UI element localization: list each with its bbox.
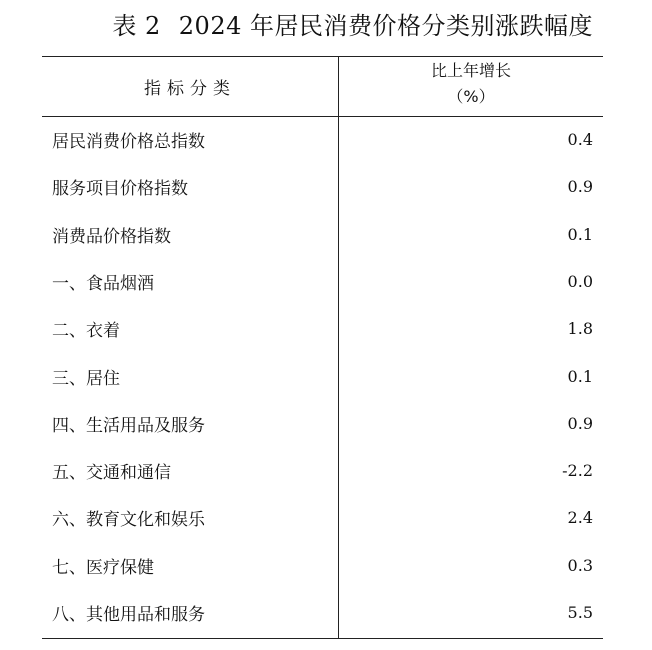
- row-value: 0.9: [567, 413, 593, 433]
- row-label: 消费品价格指数: [52, 226, 171, 247]
- row-label: 居民消费价格总指数: [52, 132, 205, 152]
- row-label: 服务项目价格指数: [52, 179, 188, 200]
- table-title-text: 2024 年居民消费价格分类别涨跌幅度: [178, 12, 593, 40]
- row-label: 三、居住: [52, 368, 120, 389]
- row-value: 0.1: [567, 224, 593, 244]
- row-label: 五、交通和通信: [52, 463, 171, 484]
- header-change-label: 比上年增长: [430, 61, 511, 80]
- row-label: 八、其他用品和服务: [52, 605, 205, 625]
- row-value: 0.0: [567, 271, 593, 291]
- table-row: [42, 494, 603, 541]
- header-change-unit: （%）: [447, 87, 495, 106]
- table-row: [42, 305, 603, 352]
- table-row: [42, 542, 603, 589]
- table-row: [42, 258, 603, 305]
- row-label: 一、食品烟酒: [52, 273, 154, 294]
- table-number: 表 2: [112, 12, 161, 40]
- row-value: 0.9: [567, 177, 593, 197]
- row-label: 七、医疗保健: [52, 557, 154, 578]
- row-value: 5.5: [567, 603, 593, 622]
- table-row: [42, 116, 603, 163]
- row-value: 0.3: [567, 555, 593, 575]
- table-row: [42, 589, 603, 636]
- table-title: [0, 8, 593, 44]
- table-row: [42, 447, 603, 494]
- header-category: 指标分类: [144, 78, 236, 99]
- bottom-rule: [42, 638, 603, 639]
- row-label: 六、教育文化和娱乐: [52, 510, 205, 531]
- table-row: [42, 211, 603, 258]
- row-label: 四、生活用品及服务: [52, 415, 205, 436]
- row-value: 0.1: [567, 366, 593, 386]
- row-value: 0.4: [567, 130, 593, 149]
- table-row: [42, 163, 603, 210]
- table-row: [42, 353, 603, 400]
- row-label: 二、衣着: [52, 321, 120, 342]
- row-value: 2.4: [567, 508, 593, 528]
- row-value: 1.8: [567, 319, 593, 339]
- header-change: [339, 58, 603, 116]
- row-value: -2.2: [562, 461, 593, 481]
- table-row: [42, 400, 603, 447]
